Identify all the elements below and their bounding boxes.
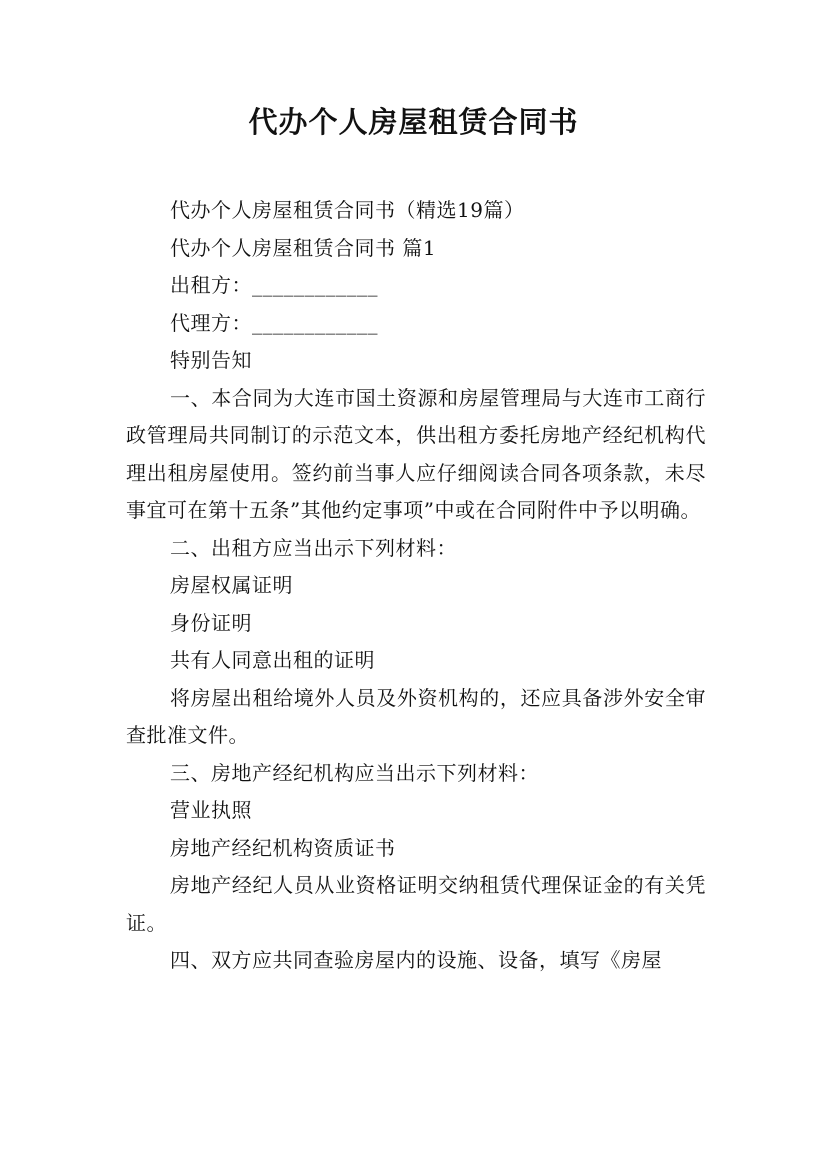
subtitle-line: 代办个人房屋租赁合同书（精选19篇） bbox=[170, 198, 525, 222]
clause-2: 二、出租方应当出示下列材料： bbox=[170, 535, 457, 560]
clause-4: 四、双方应共同查验房屋内的设施、设备，填写《房屋 bbox=[170, 948, 662, 972]
list-item: 房屋权属证明 bbox=[170, 573, 293, 597]
list-item: 将房屋出租给境外人员及外资机构的，还应具备涉外安全审查批准文件。 bbox=[126, 685, 706, 747]
list-item: 营业执照 bbox=[170, 798, 252, 822]
agent-field: 代理方：____________ bbox=[170, 310, 378, 335]
document-body bbox=[126, 192, 706, 980]
list-item: 房地产经纪机构资质证书 bbox=[170, 835, 396, 860]
lessor-field: 出租方：____________ bbox=[170, 273, 378, 297]
clause-1: 一、本合同为大连市国土资源和房屋管理局与大连市工商行政管理局共同制订的示范文本，供出租方委托房地产经纪机构代理出租房屋使用。签约前当事人应仔细阅读合同各项条款，未尽事宜可在第十五条”其他约定事项”中或在合同附件中予以明确。 bbox=[126, 385, 706, 522]
document-title: 代办个人房屋租赁合同书 bbox=[248, 105, 579, 139]
list-item: 共有人同意出租的证明 bbox=[170, 648, 375, 672]
clause-3: 三、房地产经纪机构应当出示下列材料： bbox=[170, 760, 539, 785]
section-heading: 代办个人房屋租赁合同书 篇1 bbox=[170, 235, 437, 260]
list-item: 房地产经纪人员从业资格证明交纳租赁代理保证金的有关凭证。 bbox=[126, 873, 706, 935]
list-item: 身份证明 bbox=[170, 610, 252, 635]
special-notice-heading: 特别告知 bbox=[170, 348, 252, 372]
